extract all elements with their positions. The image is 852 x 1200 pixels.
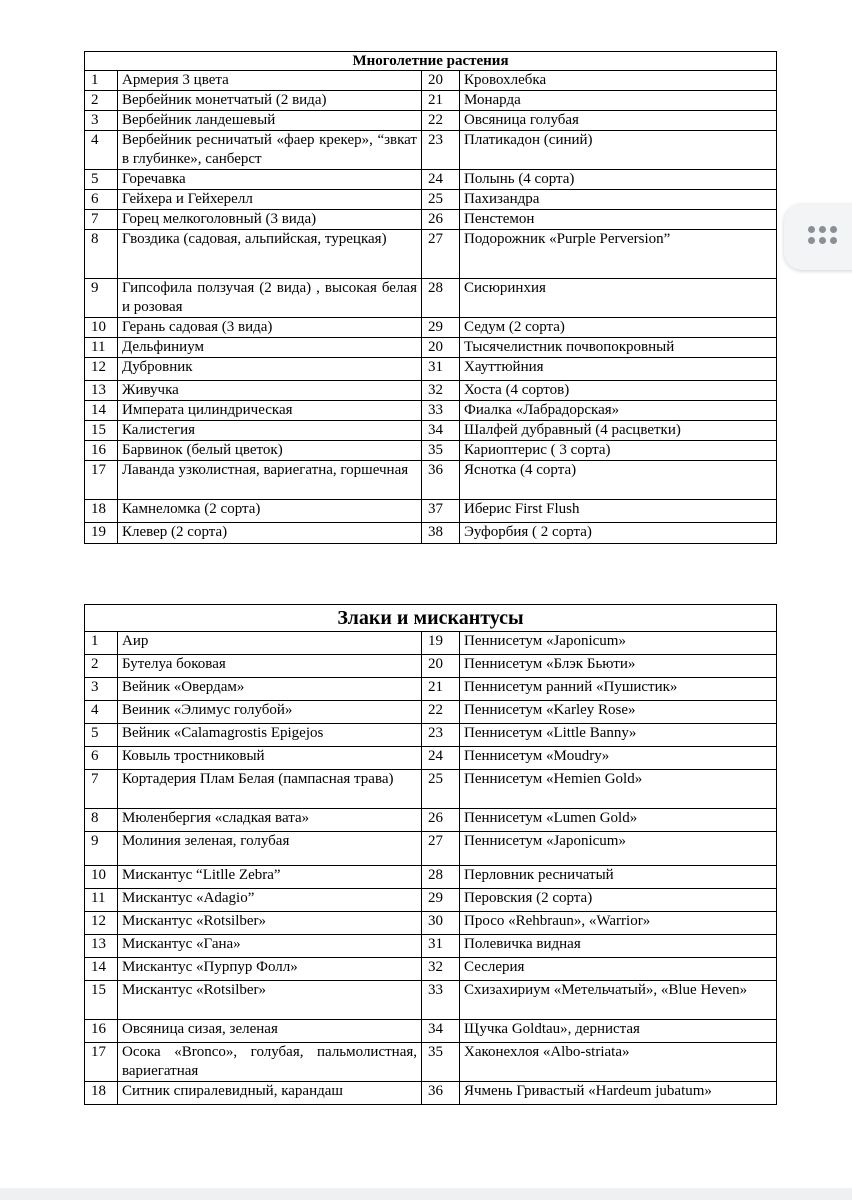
plant-name: Хаконехлоя «Albo-striata» — [460, 1043, 777, 1082]
plant-name: Вербейник ресничатый «фаер крекер», “звкат в глубинке», санберст — [118, 131, 422, 170]
plant-name: Схизахириум «Метельчатый», «Blue Heven» — [460, 981, 777, 1020]
table-row — [85, 912, 777, 935]
row-number: 8 — [85, 230, 118, 279]
row-number: 38 — [422, 523, 460, 544]
plant-name: Мискантус «Rotsilber» — [118, 981, 422, 1020]
table-row — [85, 958, 777, 981]
table-header-row — [85, 605, 777, 632]
table-row — [85, 210, 777, 230]
row-number: 31 — [422, 358, 460, 381]
row-number: 14 — [85, 958, 118, 981]
table-row — [85, 523, 777, 544]
plant-name: Пеннисетум «Hemien Gold» — [460, 770, 777, 809]
row-number: 23 — [422, 131, 460, 170]
table-row — [85, 935, 777, 958]
perennials-table — [84, 51, 777, 544]
plant-name: Дубровник — [118, 358, 422, 381]
row-number: 10 — [85, 866, 118, 889]
row-number: 4 — [85, 701, 118, 724]
table-row — [85, 461, 777, 500]
plant-name: Щучка Goldtau», дернистая — [460, 1020, 777, 1043]
table-row — [85, 747, 777, 770]
row-number: 18 — [85, 500, 118, 523]
row-number: 15 — [85, 421, 118, 441]
plant-name: Гвоздика (садовая, альпийская, турецкая) — [118, 230, 422, 279]
row-number: 15 — [85, 981, 118, 1020]
row-number: 25 — [422, 190, 460, 210]
plant-name: Ячмень Гривастый «Hardeum jubatum» — [460, 1082, 777, 1105]
plant-name: Пеннисетум «Little Banny» — [460, 724, 777, 747]
row-number: 11 — [85, 338, 118, 358]
plant-name: Пеннисетум ранний «Пушистик» — [460, 678, 777, 701]
row-number: 17 — [85, 461, 118, 500]
plant-name: Гейхера и Гейхерелл — [118, 190, 422, 210]
plant-name: Перовския (2 сорта) — [460, 889, 777, 912]
plant-name: Пенстемон — [460, 210, 777, 230]
plant-name: Кровохлебка — [460, 71, 777, 91]
plant-name: Пахизандра — [460, 190, 777, 210]
table-row — [85, 318, 777, 338]
plant-name: Вейник «Calamagrostis Epigejos — [118, 724, 422, 747]
plant-name: Вербейник монетчатый (2 вида) — [118, 91, 422, 111]
row-number: 22 — [422, 111, 460, 131]
plant-name: Ковыль тростниковый — [118, 747, 422, 770]
row-number: 19 — [85, 523, 118, 544]
row-number: 20 — [422, 71, 460, 91]
plant-name: Мискантус «Adagio” — [118, 889, 422, 912]
plant-name: Мюленбергия «сладкая вата» — [118, 809, 422, 832]
row-number: 18 — [85, 1082, 118, 1105]
table-row — [85, 421, 777, 441]
plant-name: Просо «Rehbraun», «Warrior» — [460, 912, 777, 935]
table-row — [85, 1020, 777, 1043]
table-row — [85, 809, 777, 832]
plant-name: Горец мелкоголовный (3 вида) — [118, 210, 422, 230]
plant-name: Эуфорбия ( 2 сорта) — [460, 523, 777, 544]
row-number: 35 — [422, 1043, 460, 1082]
plant-name: Бутелуа боковая — [118, 655, 422, 678]
row-number: 25 — [422, 770, 460, 809]
row-number: 26 — [422, 809, 460, 832]
grasses-title: Злаки и мискантусы — [85, 605, 777, 632]
plant-name: Мискантус «Rotsilber» — [118, 912, 422, 935]
table-row — [85, 1082, 777, 1105]
table-row — [85, 632, 777, 655]
plant-name: Мискантус «Гана» — [118, 935, 422, 958]
plant-name: Герань садовая (3 вида) — [118, 318, 422, 338]
row-number: 16 — [85, 441, 118, 461]
plant-name: Императа цилиндрическая — [118, 401, 422, 421]
row-number: 20 — [422, 655, 460, 678]
plant-name: Седум (2 сорта) — [460, 318, 777, 338]
plant-name: Яснотка (4 сорта) — [460, 461, 777, 500]
page-edge — [0, 1188, 852, 1200]
plant-name: Клевер (2 сорта) — [118, 523, 422, 544]
row-number: 6 — [85, 747, 118, 770]
row-number: 3 — [85, 678, 118, 701]
table-row — [85, 131, 777, 170]
plant-name: Дельфиниум — [118, 338, 422, 358]
row-number: 1 — [85, 71, 118, 91]
plant-name: Пеннисетум «Lumen Gold» — [460, 809, 777, 832]
row-number: 7 — [85, 210, 118, 230]
table-row — [85, 401, 777, 421]
plant-name: Камнеломка (2 сорта) — [118, 500, 422, 523]
table-row — [85, 71, 777, 91]
row-number: 3 — [85, 111, 118, 131]
grasses-table — [84, 604, 777, 1105]
plant-name: Осока «Bronco», голубая, пальмолистная, вариегатная — [118, 1043, 422, 1082]
row-number: 33 — [422, 981, 460, 1020]
row-number: 2 — [85, 655, 118, 678]
table-row — [85, 338, 777, 358]
plant-name: Армерия 3 цвета — [118, 71, 422, 91]
plant-name: Тысячелистник почвопокровный — [460, 338, 777, 358]
row-number: 11 — [85, 889, 118, 912]
row-number: 24 — [422, 747, 460, 770]
table-row — [85, 91, 777, 111]
plant-name: Молиния зеленая, голубая — [118, 832, 422, 866]
table-row — [85, 279, 777, 318]
row-number: 34 — [422, 1020, 460, 1043]
plant-name: Пеннисетум «Japonicum» — [460, 832, 777, 866]
row-number: 32 — [422, 381, 460, 401]
plant-name: Барвинок (белый цветок) — [118, 441, 422, 461]
plant-name: Монарда — [460, 91, 777, 111]
row-number: 13 — [85, 381, 118, 401]
plant-name: Пеннисетум «Moudry» — [460, 747, 777, 770]
row-number: 10 — [85, 318, 118, 338]
table-row — [85, 500, 777, 523]
table-row — [85, 724, 777, 747]
table-row — [85, 678, 777, 701]
plant-name: Шалфей дубравный (4 расцветки) — [460, 421, 777, 441]
plant-name: Пеннисетум «Japonicum» — [460, 632, 777, 655]
row-number: 36 — [422, 461, 460, 500]
plant-name: Иберис First Flush — [460, 500, 777, 523]
plant-name: Хоста (4 сортов) — [460, 381, 777, 401]
row-number: 24 — [422, 170, 460, 190]
plant-name: Подорожник «Purple Perversion” — [460, 230, 777, 279]
row-number: 20 — [422, 338, 460, 358]
row-number: 13 — [85, 935, 118, 958]
plant-name: Мискантус «Пурпур Фолл» — [118, 958, 422, 981]
plant-name: Хауттюйния — [460, 358, 777, 381]
row-number: 6 — [85, 190, 118, 210]
row-number: 4 — [85, 131, 118, 170]
row-number: 5 — [85, 170, 118, 190]
table-row — [85, 230, 777, 279]
row-number: 5 — [85, 724, 118, 747]
plant-name: Калистегия — [118, 421, 422, 441]
plant-name: Веиник «Элимус голубой» — [118, 701, 422, 724]
plant-name: Ситник спиралевидный, карандаш — [118, 1082, 422, 1105]
row-number: 21 — [422, 91, 460, 111]
row-number: 17 — [85, 1043, 118, 1082]
table-row — [85, 381, 777, 401]
table-row — [85, 655, 777, 678]
plant-name: Горечавка — [118, 170, 422, 190]
row-number: 9 — [85, 279, 118, 318]
plant-name: Кортадерия Плам Белая (пампасная трава) — [118, 770, 422, 809]
row-number: 14 — [85, 401, 118, 421]
row-number: 26 — [422, 210, 460, 230]
plant-name: Пеннисетум «Блэк Бьюти» — [460, 655, 777, 678]
table-row — [85, 111, 777, 131]
plant-name: Овсяница голубая — [460, 111, 777, 131]
row-number: 35 — [422, 441, 460, 461]
row-number: 19 — [422, 632, 460, 655]
row-number: 29 — [422, 889, 460, 912]
plant-name: Мискантус “Litlle Zebra” — [118, 866, 422, 889]
row-number: 7 — [85, 770, 118, 809]
table-row — [85, 190, 777, 210]
row-number: 1 — [85, 632, 118, 655]
plant-name: Живучка — [118, 381, 422, 401]
table-row — [85, 981, 777, 1020]
row-number: 21 — [422, 678, 460, 701]
row-number: 28 — [422, 866, 460, 889]
row-number: 31 — [422, 935, 460, 958]
row-number: 30 — [422, 912, 460, 935]
floating-menu-button[interactable] — [784, 204, 852, 270]
plant-name: Пеннисетум «Karley Rose» — [460, 701, 777, 724]
plant-name: Аир — [118, 632, 422, 655]
row-number: 34 — [422, 421, 460, 441]
plant-name: Лаванда узколистная, вариегатна, горшечная — [118, 461, 422, 500]
row-number: 22 — [422, 701, 460, 724]
plant-name: Вербейник ландешевый — [118, 111, 422, 131]
table-row — [85, 701, 777, 724]
row-number: 8 — [85, 809, 118, 832]
plant-name: Кариоптерис ( 3 сорта) — [460, 441, 777, 461]
plant-name: Овсяница сизая, зеленая — [118, 1020, 422, 1043]
plant-name: Вейник «Овердам» — [118, 678, 422, 701]
row-number: 12 — [85, 912, 118, 935]
row-number: 27 — [422, 832, 460, 866]
row-number: 29 — [422, 318, 460, 338]
plant-name: Полынь (4 сорта) — [460, 170, 777, 190]
row-number: 33 — [422, 401, 460, 421]
plant-name: Полевичка видная — [460, 935, 777, 958]
table-row — [85, 170, 777, 190]
plant-name: Платикадон (синий) — [460, 131, 777, 170]
row-number: 37 — [422, 500, 460, 523]
table-header-row — [85, 52, 777, 71]
table-row — [85, 358, 777, 381]
row-number: 23 — [422, 724, 460, 747]
row-number: 28 — [422, 279, 460, 318]
row-number: 32 — [422, 958, 460, 981]
table-row — [85, 866, 777, 889]
plant-name: Фиалка «Лабрадорская» — [460, 401, 777, 421]
row-number: 36 — [422, 1082, 460, 1105]
row-number: 16 — [85, 1020, 118, 1043]
row-number: 2 — [85, 91, 118, 111]
row-number: 27 — [422, 230, 460, 279]
table-row — [85, 770, 777, 809]
plant-name: Гипсофила ползучая (2 вида) , высокая белая и розовая — [118, 279, 422, 318]
plant-name: Сеслерия — [460, 958, 777, 981]
row-number: 12 — [85, 358, 118, 381]
table-row — [85, 832, 777, 866]
table-row — [85, 441, 777, 461]
row-number: 9 — [85, 832, 118, 866]
plant-name: Перловник ресничатый — [460, 866, 777, 889]
table-row — [85, 889, 777, 912]
table-row — [85, 1043, 777, 1082]
plant-name: Сисюринхия — [460, 279, 777, 318]
perennials-title: Многолетние растения — [85, 52, 777, 71]
